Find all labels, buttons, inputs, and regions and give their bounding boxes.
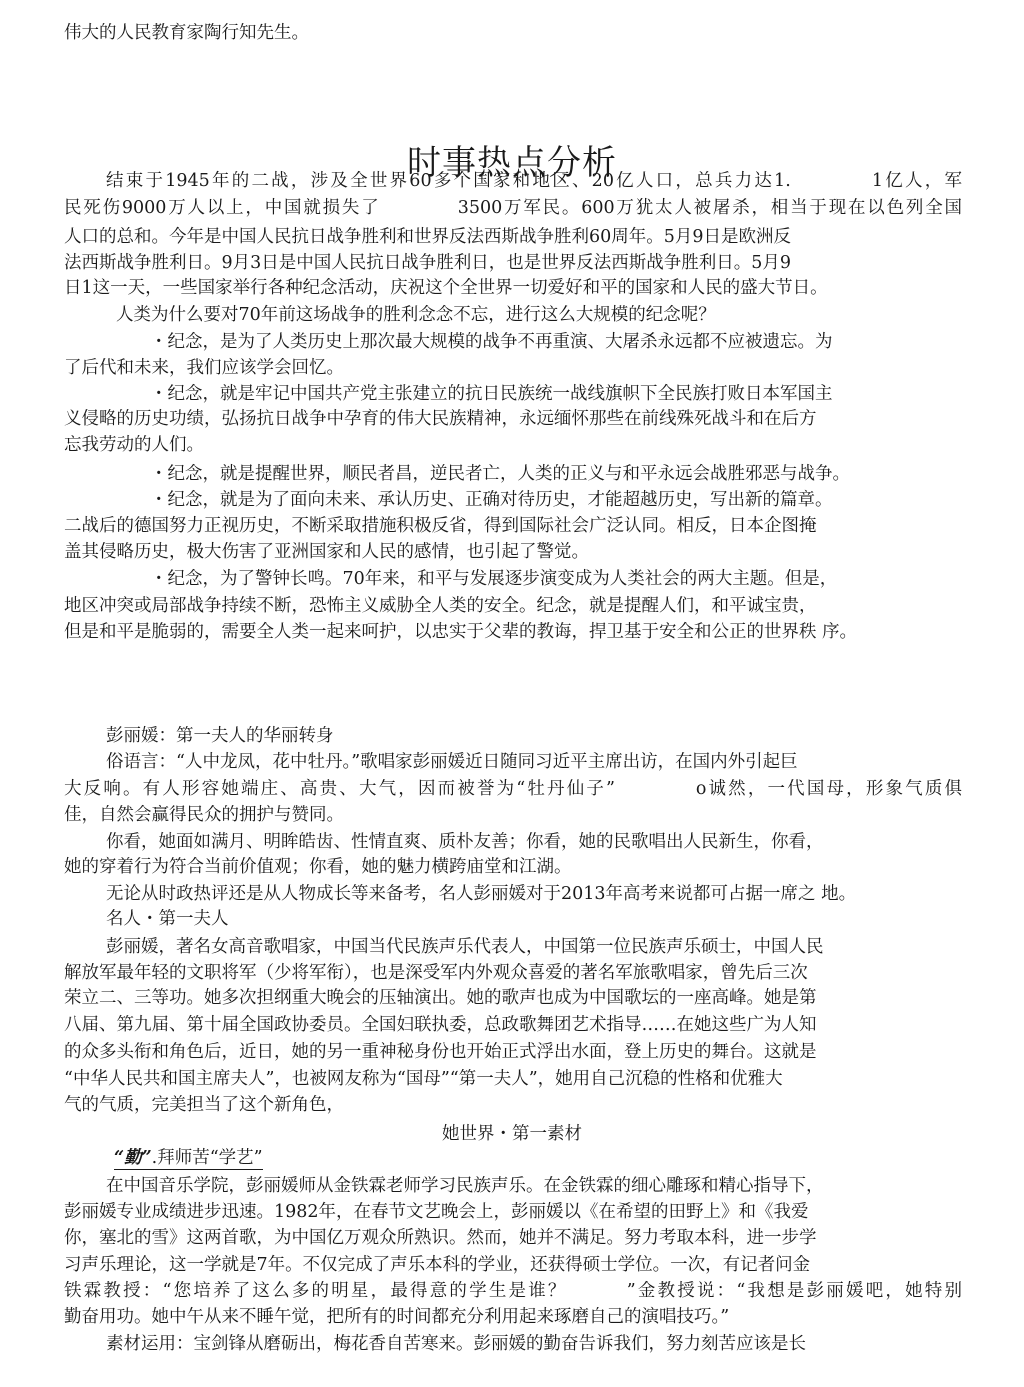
paragraph-line: 的众多头衔和角色后，近日，她的另一重神秘身份也开始正式浮出水面，登上历史的舞台。这就是 (64, 1042, 817, 1062)
paragraph-line: 忘我劳动的人们。 (64, 435, 204, 455)
paragraph-line: 习声乐理论，这一学就是7年。不仅完成了声乐本科的学业，还获得硕士学位。一次，有记者问金 (64, 1255, 811, 1275)
top-line: 伟大的人民教育家陶行知先生。 (64, 23, 309, 43)
paragraph-line: ・纪念，就是牢记中国共产党主张建立的抗日民族统一战线旗帜下全民族打败日本军国主 (150, 384, 833, 404)
paragraph-line: 荣立二、三等功。她多次担纲重大晚会的压轴演出。她的歌声也成为中国歌坛的一座高峰。她是第 (64, 988, 817, 1008)
paragraph-line: 民死伤9000万人以上，中国就损失了 3500万军民。600万犹太人被屠杀，相当于现在以色列全国 (64, 198, 962, 218)
paragraph-line: 无论从时政热评还是从人物成长等来备考，名人彭丽媛对于2013年高考来说都可占据一席之 地。 (106, 884, 857, 904)
center-heading: 她世界・第一素材 (442, 1124, 582, 1144)
subheading-emphasis: “勤” (114, 1148, 152, 1168)
paragraph-line: 你，塞北的雪》这两首歌，为中国亿万观众所熟识。然而，她并不满足。努力考取本科，进一步学 (64, 1228, 817, 1248)
paragraph-line: 二战后的德国努力正视历史，不断采取措施积极反省，得到国际社会广泛认同。相反，日本企图掩 (64, 516, 817, 536)
paragraph-line: “中华人民共和国主席夫人”，也被网友称为“国母”“第一夫人”，她用自己沉稳的性格和优雅大 (64, 1069, 783, 1089)
section-title: 时事热点分析 (407, 142, 617, 183)
paragraph-line: 彭丽媛，著名女高音歌唱家，中国当代民族声乐代表人，中国第一位民族声乐硕士，中国人民 (106, 937, 824, 957)
paragraph-line: 了后代和未来，我们应该学会回忆。 (64, 358, 344, 378)
paragraph-line: 她的穿着行为符合当前价值观；你看，她的魅力横跨庙堂和江湖。 (64, 857, 572, 877)
article-heading: 彭丽媛：第一夫人的华丽转身 (106, 726, 334, 746)
paragraph-line: 素材运用：宝剑锋从磨砺出，梅花香自苦寒来。彭丽媛的勤奋告诉我们，努力刻苦应该是长 (106, 1334, 806, 1354)
paragraph-line: ・纪念，就是提醒世界，顺民者昌，逆民者亡，人类的正义与和平永远会战胜邪恶与战争。 (150, 464, 850, 484)
paragraph-line: 法西斯战争胜利日。9月3日是中国人民抗日战争胜利日，也是世界反法西斯战争胜利日。5月9 (64, 253, 792, 273)
paragraph-line: 日1这一天，一些国家举行各种纪念活动，庆祝这个全世界一切爱好和平的国家和人民的盛大节日。 (64, 278, 828, 298)
paragraph-line: 在中国音乐学院，彭丽媛师从金铁霖老师学习民族声乐。在金铁霖的细心雕琢和精心指导下， (106, 1176, 824, 1196)
paragraph-line: 解放军最年轻的文职将军（少将军衔），也是深受军内外观众喜爱的著名军旅歌唱家，曾先后三次 (64, 963, 808, 983)
paragraph-line: 地区冲突或局部战争持续不断，恐怖主义威胁全人类的安全。纪念，就是提醒人们，和平诚宝贵， (64, 596, 817, 616)
paragraph-line: 俗语言：“人中龙凤，花中牡丹。”歌唱家彭丽媛近日随同习近平主席出访，在国内外引起巨 (106, 752, 798, 772)
paragraph-line: 但是和平是脆弱的，需要全人类一起来呵护，以忠实于父辈的教诲，捍卫基于安全和公正的世界秩 序。 (64, 622, 858, 642)
subheading (114, 1145, 263, 1171)
paragraph-line: 你看，她面如满月、明眸皓齿、性情直爽、质朴友善；你看，她的民歌唱出人民新生，你看， (106, 832, 824, 852)
paragraph-line: ・纪念，为了警钟长鸣。70年来，和平与发展逐步演变成为人类社会的两大主题。但是， (150, 569, 838, 589)
paragraph-line: 大反响。有人形容她端庄、高贵、大气，因而被誉为“牡丹仙子” o诚然，一代国母，形象气质俱 (64, 779, 962, 799)
subsection-heading: 名人・第一夫人 (106, 909, 229, 929)
paragraph-line: 义侵略的历史功绩，弘扬抗日战争中孕育的伟大民族精神，永远缅怀那些在前线殊死战斗和在后方 (64, 409, 817, 429)
paragraph-line: 彭丽媛专业成绩进步迅速。1982年，在春节文艺晚会上，彭丽媛以《在希望的田野上》和《我爱 (64, 1202, 809, 1222)
paragraph-line: 铁霖教授：“您培养了这么多的明星，最得意的学生是谁？ ”金教授说：“我想是彭丽媛吧，她特别 (64, 1281, 962, 1301)
paragraph-line: 人类为什么要对70年前这场战争的胜利念念不忘，进行这么大规模的纪念呢？ (116, 305, 716, 325)
paragraph-line: 勤奋用功。她中午从来不睡午觉，把所有的时间都充分利用起来琢磨自己的演唱技巧。” (64, 1307, 730, 1327)
paragraph-line: 佳，自然会赢得民众的拥护与赞同。 (64, 805, 344, 825)
paragraph-line: 人口的总和。今年是中国人民抗日战争胜利和世界反法西斯战争胜利60周年。5月9日是欧洲反 (64, 227, 792, 247)
subheading-text: .拜师苦“学艺” (151, 1148, 263, 1168)
paragraph-line: 八届、第九届、第十届全国政协委员。全国妇联执委，总政歌舞团艺术指导……在她这些广为人知 (64, 1015, 817, 1035)
paragraph-line: 气的气质，完美担当了这个新角色， (64, 1095, 344, 1115)
paragraph-line: 盖其侵略历史，极大伤害了亚洲国家和人民的感情，也引起了警觉。 (64, 542, 589, 562)
paragraph-line: ・纪念，是为了人类历史上那次最大规模的战争不再重演、大屠杀永远都不应被遗忘。为 (150, 332, 833, 352)
paragraph-line: ・纪念，就是为了面向未来、承认历史、正确对待历史，才能超越历史，写出新的篇章。 (150, 490, 833, 510)
paragraph-line: 结束于1945年的二战，涉及全世界60多个国家和地区、20亿人口，总兵力达1. 1亿人，军 (106, 171, 962, 191)
